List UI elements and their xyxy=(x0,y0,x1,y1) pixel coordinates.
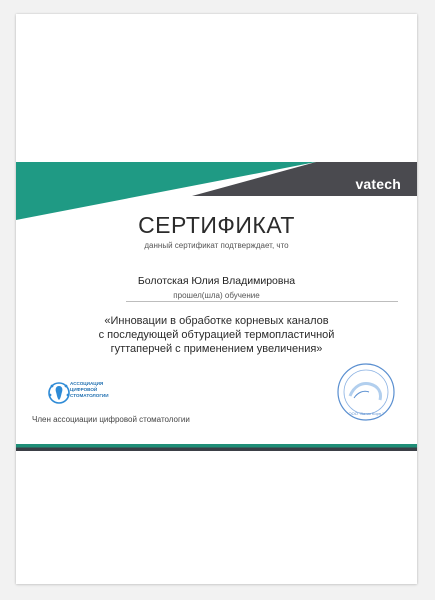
course-title-line: гуттаперчей с применением увеличения» xyxy=(110,343,323,355)
member-caption: Член ассоциации цифровой стоматологии xyxy=(32,415,190,424)
course-title-line: с последующей обтурацией термопластичной xyxy=(98,329,335,341)
certificate-subtitle: данный сертификат подтверждает, что xyxy=(144,241,289,250)
footer-bar xyxy=(16,444,417,451)
footer-green-stripe xyxy=(16,444,417,448)
course-title-line: «Инновации в обработке корневых каналов xyxy=(104,315,329,327)
stamp-text: ООО "Ватек Корп." xyxy=(348,411,384,416)
recipient-name: Болотская Юлия Владимировна xyxy=(137,275,296,287)
completed-training-label: прошел(шла) обучение xyxy=(173,291,260,300)
vatech-logo: vatech xyxy=(355,176,401,192)
course-title xyxy=(16,314,417,356)
certificate-title: СЕРТИФИКАТ xyxy=(138,212,295,238)
certificate-sheet xyxy=(16,14,417,584)
name-underline xyxy=(126,301,398,302)
company-stamp-icon xyxy=(336,362,396,422)
association-name: АССОЦИАЦИЯ ЦИФРОВОЙ СТОМАТОЛОГИИ xyxy=(70,381,109,398)
footer-dark-stripe xyxy=(16,448,417,452)
